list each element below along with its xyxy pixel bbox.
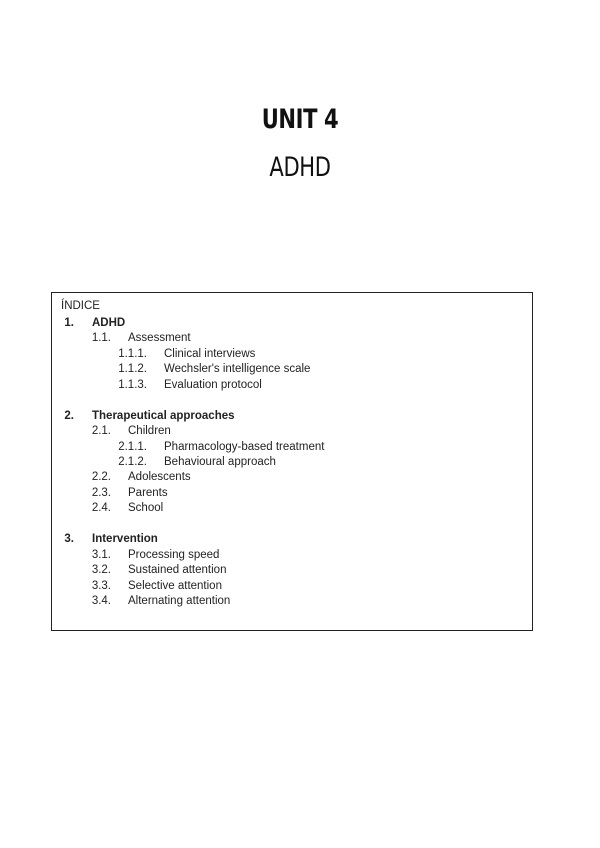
toc-entry-number: 1.1.3.: [118, 379, 147, 391]
toc-entry-number: 2.1.1.: [118, 441, 147, 453]
toc-entry-number: 3.3.: [91, 580, 111, 592]
toc-entry-label: ADHD: [92, 317, 126, 329]
toc-entry-number: 1.1.2.: [118, 363, 147, 375]
toc-entry-number: 3.4.: [91, 595, 111, 607]
toc-entry-label: Alternating attention: [128, 595, 231, 607]
toc-entry[interactable]: [52, 548, 532, 563]
toc-entry[interactable]: [52, 347, 532, 362]
toc-entry-label: Pharmacology-based treatment: [164, 441, 325, 453]
toc-entry-label: School: [128, 502, 164, 514]
toc-entry[interactable]: [52, 501, 532, 516]
toc-entry[interactable]: [52, 378, 532, 393]
toc-entry[interactable]: [52, 409, 532, 424]
toc-entry-label: Assessment: [128, 332, 191, 344]
toc-entry-label: Sustained attention: [128, 564, 227, 576]
toc-entry-number: 1.1.1.: [118, 348, 147, 360]
unit-title: UNIT 4: [261, 104, 339, 135]
toc-entry-label: Behavioural approach: [164, 456, 276, 468]
toc-entry[interactable]: [52, 440, 532, 455]
toc-entry[interactable]: [52, 532, 532, 547]
toc-entry-number: 2.4.: [91, 502, 111, 514]
toc-entry-label: Intervention: [92, 533, 158, 545]
toc-entry-number: 3.2.: [91, 564, 111, 576]
toc-entry[interactable]: [52, 331, 532, 346]
toc-entry-number: 2.3.: [91, 487, 111, 499]
toc-entry[interactable]: [52, 316, 532, 331]
toc-entry-label: Evaluation protocol: [164, 379, 262, 391]
toc-entry-label: Therapeutical approaches: [92, 410, 235, 422]
toc-entry[interactable]: [52, 579, 532, 594]
toc-entry-label: Children: [128, 425, 171, 437]
toc-entry-label: Selective attention: [128, 580, 222, 592]
toc-entry[interactable]: [52, 594, 532, 609]
toc-entry-number: 2.2.: [91, 471, 111, 483]
toc-entry[interactable]: [52, 424, 532, 439]
toc-entry[interactable]: [52, 470, 532, 485]
toc-entry-number: 1.: [64, 317, 74, 329]
toc-entry-label: Processing speed: [128, 549, 220, 561]
toc-heading: ÍNDICE: [61, 300, 100, 312]
toc-entry[interactable]: [52, 362, 532, 377]
toc-entry[interactable]: [52, 486, 532, 501]
unit-subject: ADHD: [269, 152, 331, 183]
toc-entry-number: 1.1.: [91, 332, 111, 344]
toc-entry[interactable]: [52, 563, 532, 578]
toc-entry-number: 3.1.: [91, 549, 111, 561]
toc-entry-number: 2.1.: [91, 425, 111, 437]
toc-entry-number: 2.1.2.: [118, 456, 147, 468]
toc-entry-number: 3.: [64, 533, 74, 545]
table-of-contents: [51, 292, 533, 631]
toc-entry[interactable]: [52, 455, 532, 470]
toc-entry-label: Clinical interviews: [164, 348, 256, 360]
toc-entry-label: Wechsler's intelligence scale: [164, 363, 311, 375]
toc-entry-number: 2.: [64, 410, 74, 422]
toc-entry-label: Adolescents: [128, 471, 191, 483]
toc-entry-label: Parents: [128, 487, 168, 499]
